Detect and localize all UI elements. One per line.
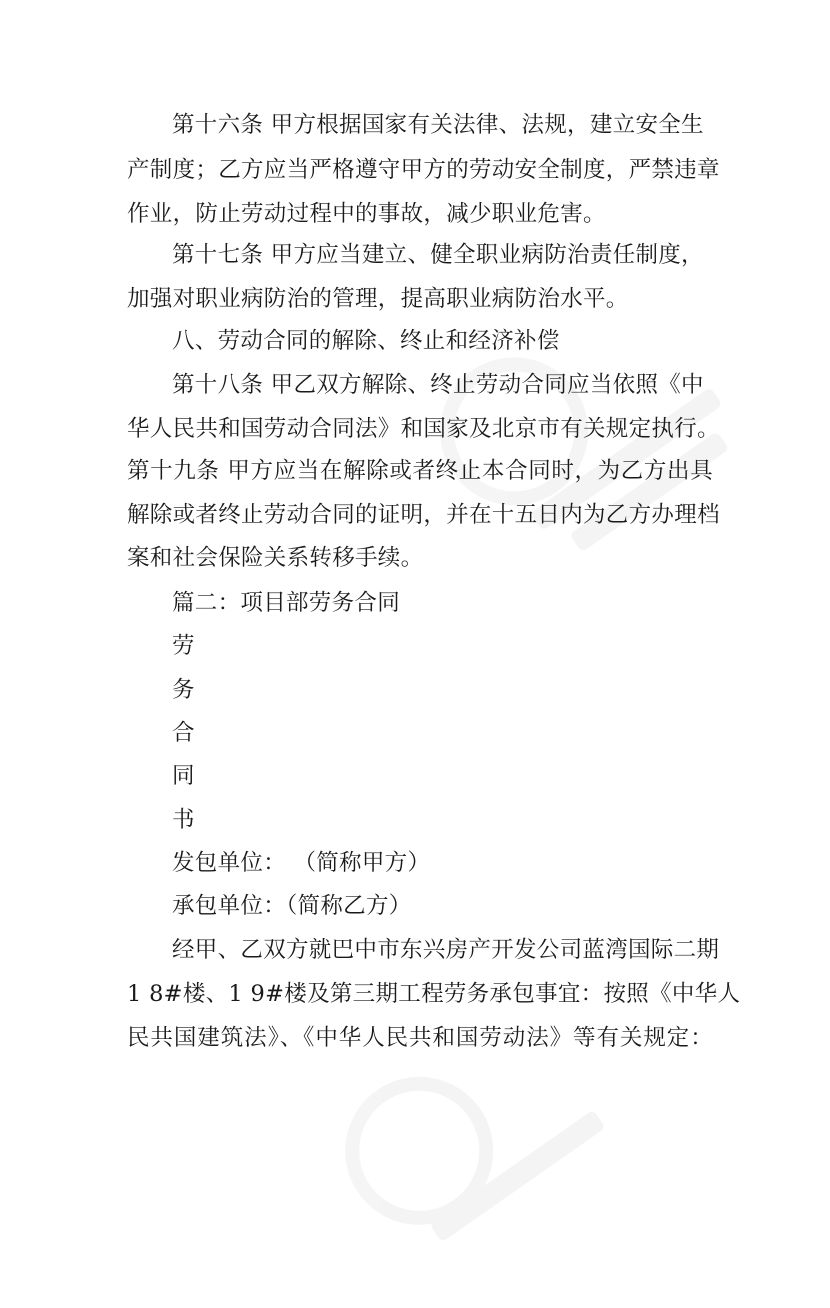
section-heading: 八、劳动合同的解除、终止和经济补偿: [172, 328, 560, 354]
text-line: 民共国建筑法》、《中华人民共和国劳动法》等有关规定：: [127, 1025, 713, 1051]
contractor-line: 发包单位： （简称甲方）: [172, 850, 431, 876]
subcontractor-line: 承包单位：（简称乙方）: [172, 893, 412, 919]
text-line: 第十六条 甲方根据国家有关法律、法规，建立安全生: [172, 112, 704, 138]
text-line: 华人民共和国劳动合同法》和国家及北京市有关规定执行。: [127, 416, 720, 442]
title-char: 劳: [172, 633, 195, 659]
text-line: 案和社会保险关系转移手续。: [127, 545, 424, 571]
section-heading: 篇二：项目部劳务合同: [172, 590, 401, 616]
text-line: 产制度；乙方应当严格遵守甲方的劳动安全制度，严禁违章: [127, 157, 720, 183]
text-line: 加强对职业病防治的管理，提高职业病防治水平。: [127, 286, 629, 312]
text-line: 经甲、乙双方就巴中市东兴房产开发公司蓝湾国际二期: [172, 937, 720, 963]
title-char: 书: [172, 807, 195, 833]
text-line: 作业，防止劳动过程中的事故，减少职业危害。: [127, 201, 606, 227]
text-line: 1 8#楼、1 9#楼及第三期工程劳务承包事宜：按照《中华人: [127, 981, 741, 1007]
title-char: 务: [172, 677, 195, 703]
text-line: 第十七条 甲方应当建立、健全职业病防治责任制度，: [172, 242, 704, 268]
title-char: 同: [172, 763, 195, 789]
title-char: 合: [172, 720, 195, 746]
text-line: 解除或者终止劳动合同的证明，并在十五日内为乙方办理档: [127, 502, 720, 528]
text-line: 第十九条 甲方应当在解除或者终止本合同时，为乙方出具: [127, 458, 713, 484]
text-line: 第十八条 甲乙双方解除、终止劳动合同应当依照《中: [172, 372, 704, 398]
